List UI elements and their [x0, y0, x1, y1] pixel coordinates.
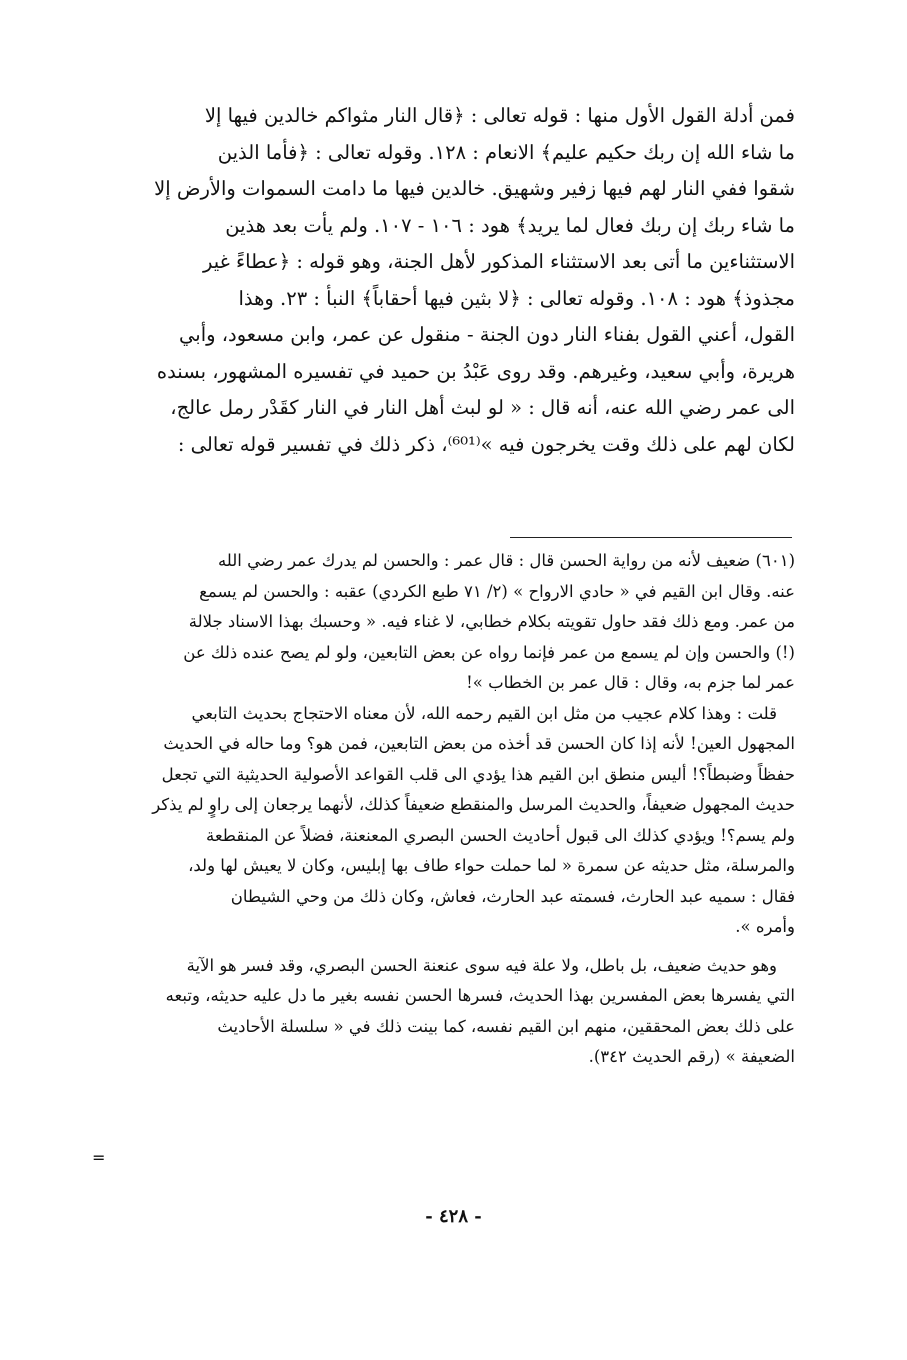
footnote-line: المجهول العين! لأنه إذا كان الحسن قد أخذه من بعض التابعين، فمن هو؟ وما حاله في الحديث — [163, 734, 795, 753]
footnote-separator — [510, 537, 792, 538]
footnote-line: التي يفسرها بعض المفسرين بهذا الحديث، فسرها الحسن نفسه بغير ما دل عليه حديثه، وتبعه — [165, 986, 795, 1005]
footnote-line: ولم يسم؟! ويؤدي كذلك الى قبول أحاديث الحسن البصري المعنعنة، فضلاً عن المنقطعة — [205, 825, 795, 845]
footnote-paragraph-2 — [92, 699, 795, 943]
main-text-line: لكان لهم على ذلك وقت يخرجون فيه »⁽⁶⁰¹⁾، ذكر ذلك في تفسير قوله تعالى : — [177, 432, 795, 456]
footnote-line: على ذلك بعض المحققين، منهم ابن القيم نفسه، كما بينت ذلك في « سلسلة الأحاديث — [217, 1016, 795, 1036]
footnote-line: قلت : وهذا كلام عجيب من مثل ابن القيم رحمه الله، لأن معناه الاحتجاج بحديث التابعي — [191, 703, 777, 723]
footnote-line: وأمره ». — [735, 917, 795, 936]
footnote-line: حديث المجهول ضعيفاً، والحديث المرسل والمنقطع ضعيفاً كذلك، لأنهما يرجعان إلى راوٍ لم يذكر — [152, 795, 795, 814]
main-text-body — [92, 98, 795, 463]
footnote-line: والمرسلة، مثل حديثه عن سمرة « لما حملت حواء طاف بها إبليس، وكان لا يعيش لها ولد، — [188, 856, 795, 875]
footnote-paragraph-3 — [92, 951, 795, 1073]
main-text-line: ما شاء ربك إن ربك فعال لما يريد﴾ هود : ١٠٦ - ١٠٧. ولم يأت بعد هذين — [225, 213, 795, 237]
page-number: - ٤٢٨ - — [425, 1206, 482, 1227]
main-text-line: مجذوذ﴾ هود : ١٠٨. وقوله تعالى : ﴿لا بثين فيها أحقاباً﴾ النبأ : ٢٣. وهذا — [238, 286, 795, 310]
continuation-mark: = — [92, 1148, 106, 1167]
footnote-line: الضعيفة » (رقم الحديث ٣٤٢). — [588, 1047, 795, 1066]
main-text-line: الاستثناءين ما أتى بعد الاستثناء المذكور لأهل الجنة، وهو قوله : ﴿عطاءً غير — [202, 250, 795, 273]
footnote-paragraph-1 — [92, 546, 795, 699]
main-text-line: الى عمر رضي الله عنه، أنه قال : « لو لبث أهل النار في النار كقَدْر رمل عالج، — [170, 396, 795, 419]
main-text-line: ما شاء الله إن ربك حكيم عليم﴾ الانعام : ١٢٨. وقوله تعالى : ﴿فأما الذين — [217, 140, 795, 164]
main-text-line: شقوا ففي النار لهم فيها زفير وشهيق. خالدين فيها ما دامت السموات والأرض إلا — [154, 177, 795, 200]
footnote-line: وهو حديث ضعيف، بل باطل، ولا علة فيه سوى عنعنة الحسن البصري، وقد فسر هو الآية — [186, 955, 777, 975]
footnote-line: عمر لما جزم به، وقال : قال عمر بن الخطاب »! — [466, 673, 795, 692]
footnote-line: (!) والحسن وإن لم يسمع من عمر فإنما رواه عن بعض التابعين، ولو لم يصح عنده ذلك عن — [183, 642, 795, 662]
footnotes-section — [92, 546, 795, 1073]
paragraph-spacer — [92, 943, 795, 951]
footnote-line: من عمر. ومع ذلك فقد حاول تقويته بكلام خطابي، لا غناء فيه. « وحسبك بهذا الاسناد جلالة — [188, 612, 795, 631]
footnote-line: فقال : سميه عبد الحارث، فسمته عبد الحارث، فعاش، وكان ذلك من وحي الشيطان — [230, 886, 795, 906]
footnote-line: عنه. وقال ابن القيم في « حادي الارواح » (٢/ ٧١ طبع الكردي) عقبه : والحسن لم يسمع — [199, 581, 795, 601]
main-text-line: القول، أعني القول بفناء النار دون الجنة - منقول عن عمر، وابن مسعود، وأبي — [179, 323, 795, 346]
footnote-line: (٦٠١) ضعيف لأنه من رواية الحسن قال : قال عمر : والحسن لم يدرك عمر رضي الله — [217, 551, 795, 570]
main-text-line: فمن أدلة القول الأول منها : قوله تعالى : ﴿قال النار مثواكم خالدين فيها إلا — [204, 104, 795, 127]
main-text-line: هريرة، وأبي سعيد، وغيرهم. وقد روى عَبْدُ بن حميد في تفسيره المشهور، بسنده — [156, 359, 795, 383]
footnote-line: حفظاً وضبطاً؟! أليس منطق ابن القيم هذا يؤدي الى قلب القواعد الأصولية الحديثية التي تجعل — [161, 764, 795, 784]
